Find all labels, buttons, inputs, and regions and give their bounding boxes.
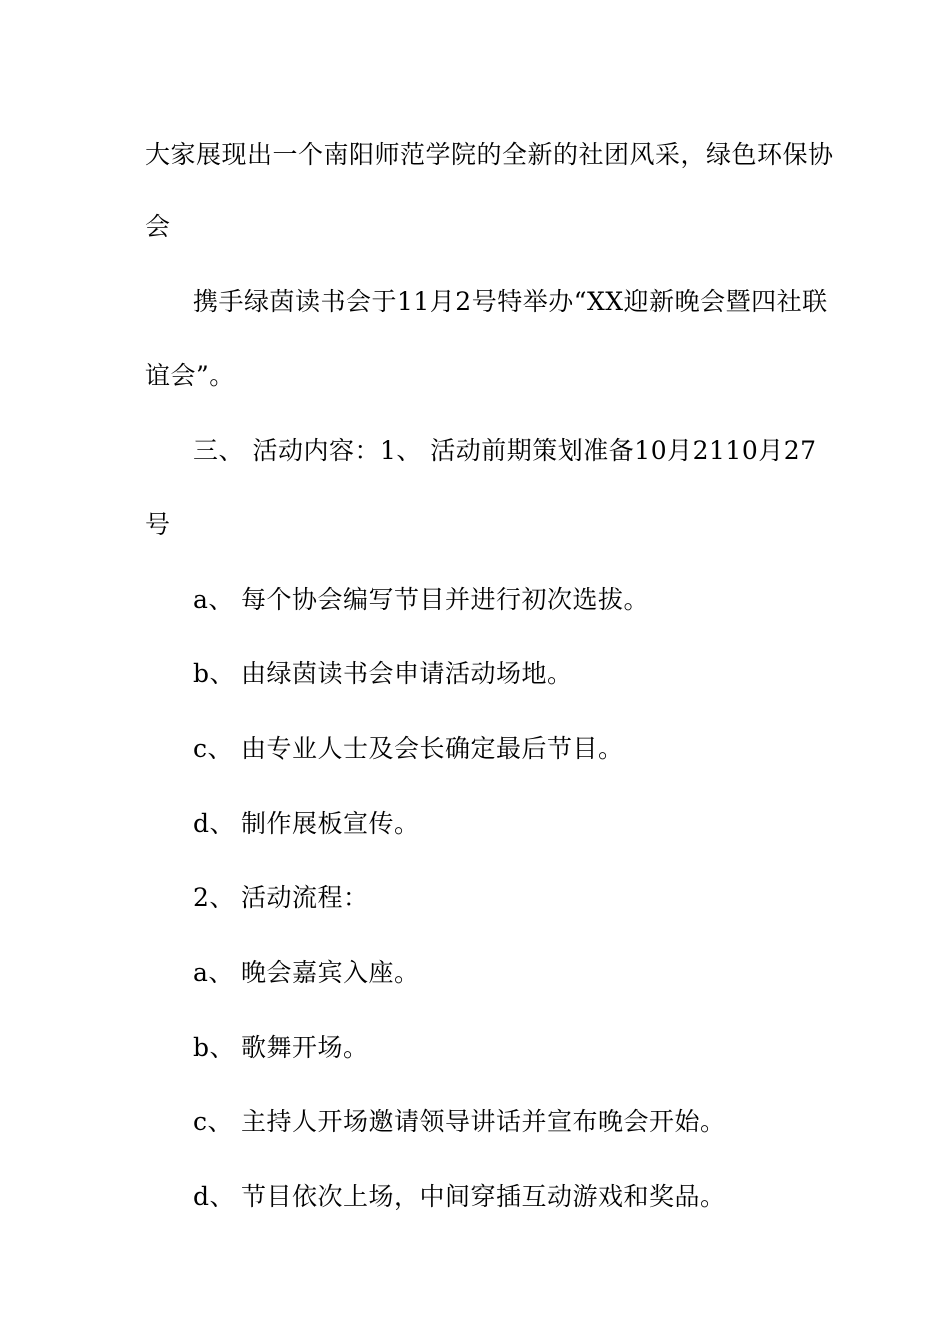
paragraph-line: 号 — [145, 510, 171, 539]
list-item-text: 制作展板宣传。 — [241, 809, 420, 838]
list-item-label: b、 — [193, 659, 236, 688]
list-item-text: 主持人开场邀请领导讲话并宣布晚会开始。 — [241, 1107, 726, 1136]
list-item-text: 每个协会编写节目并进行初次选拔。 — [241, 585, 650, 614]
list-item — [193, 804, 420, 844]
list-item-label: b、 — [193, 1033, 236, 1062]
paragraph-line: 携手绿茵读书会于11月2号特举办“XX迎新晚会暨四社联 — [193, 287, 828, 316]
list-item — [193, 878, 369, 918]
list-item-text: 由绿茵读书会申请活动场地。 — [241, 659, 573, 688]
list-item — [193, 953, 420, 993]
list-item — [193, 729, 624, 769]
list-item — [193, 1028, 369, 1068]
list-item-label: c、 — [193, 734, 234, 763]
list-item — [193, 654, 573, 694]
list-item-label: a、 — [193, 958, 234, 987]
list-item-label: d、 — [193, 809, 236, 838]
list-item-label: d、 — [193, 1182, 236, 1211]
list-item-text: 晚会嘉宾入座。 — [241, 958, 420, 987]
section-heading-line: 三、 活动内容：1、 活动前期策划准备10月2110月27 — [193, 436, 817, 465]
list-item-text: 节目依次上场，中间穿插互动游戏和奖品。 — [241, 1182, 726, 1211]
paragraph-line: 会 — [145, 212, 171, 241]
list-item-text: 活动流程： — [241, 883, 369, 912]
list-item-text: 由专业人士及会长确定最后节目。 — [241, 734, 624, 763]
list-item-text: 歌舞开场。 — [241, 1033, 369, 1062]
paragraph-line: 谊会”。 — [145, 361, 235, 390]
list-item — [193, 580, 649, 620]
list-item — [193, 1177, 726, 1217]
list-item-label: a、 — [193, 585, 234, 614]
list-item — [193, 1102, 726, 1142]
paragraph-line: 大家展现出一个南阳师范学院的全新的社团风采，绿色环保协 — [145, 140, 834, 169]
list-item-label: c、 — [193, 1107, 234, 1136]
list-item-label: 2、 — [193, 883, 235, 912]
